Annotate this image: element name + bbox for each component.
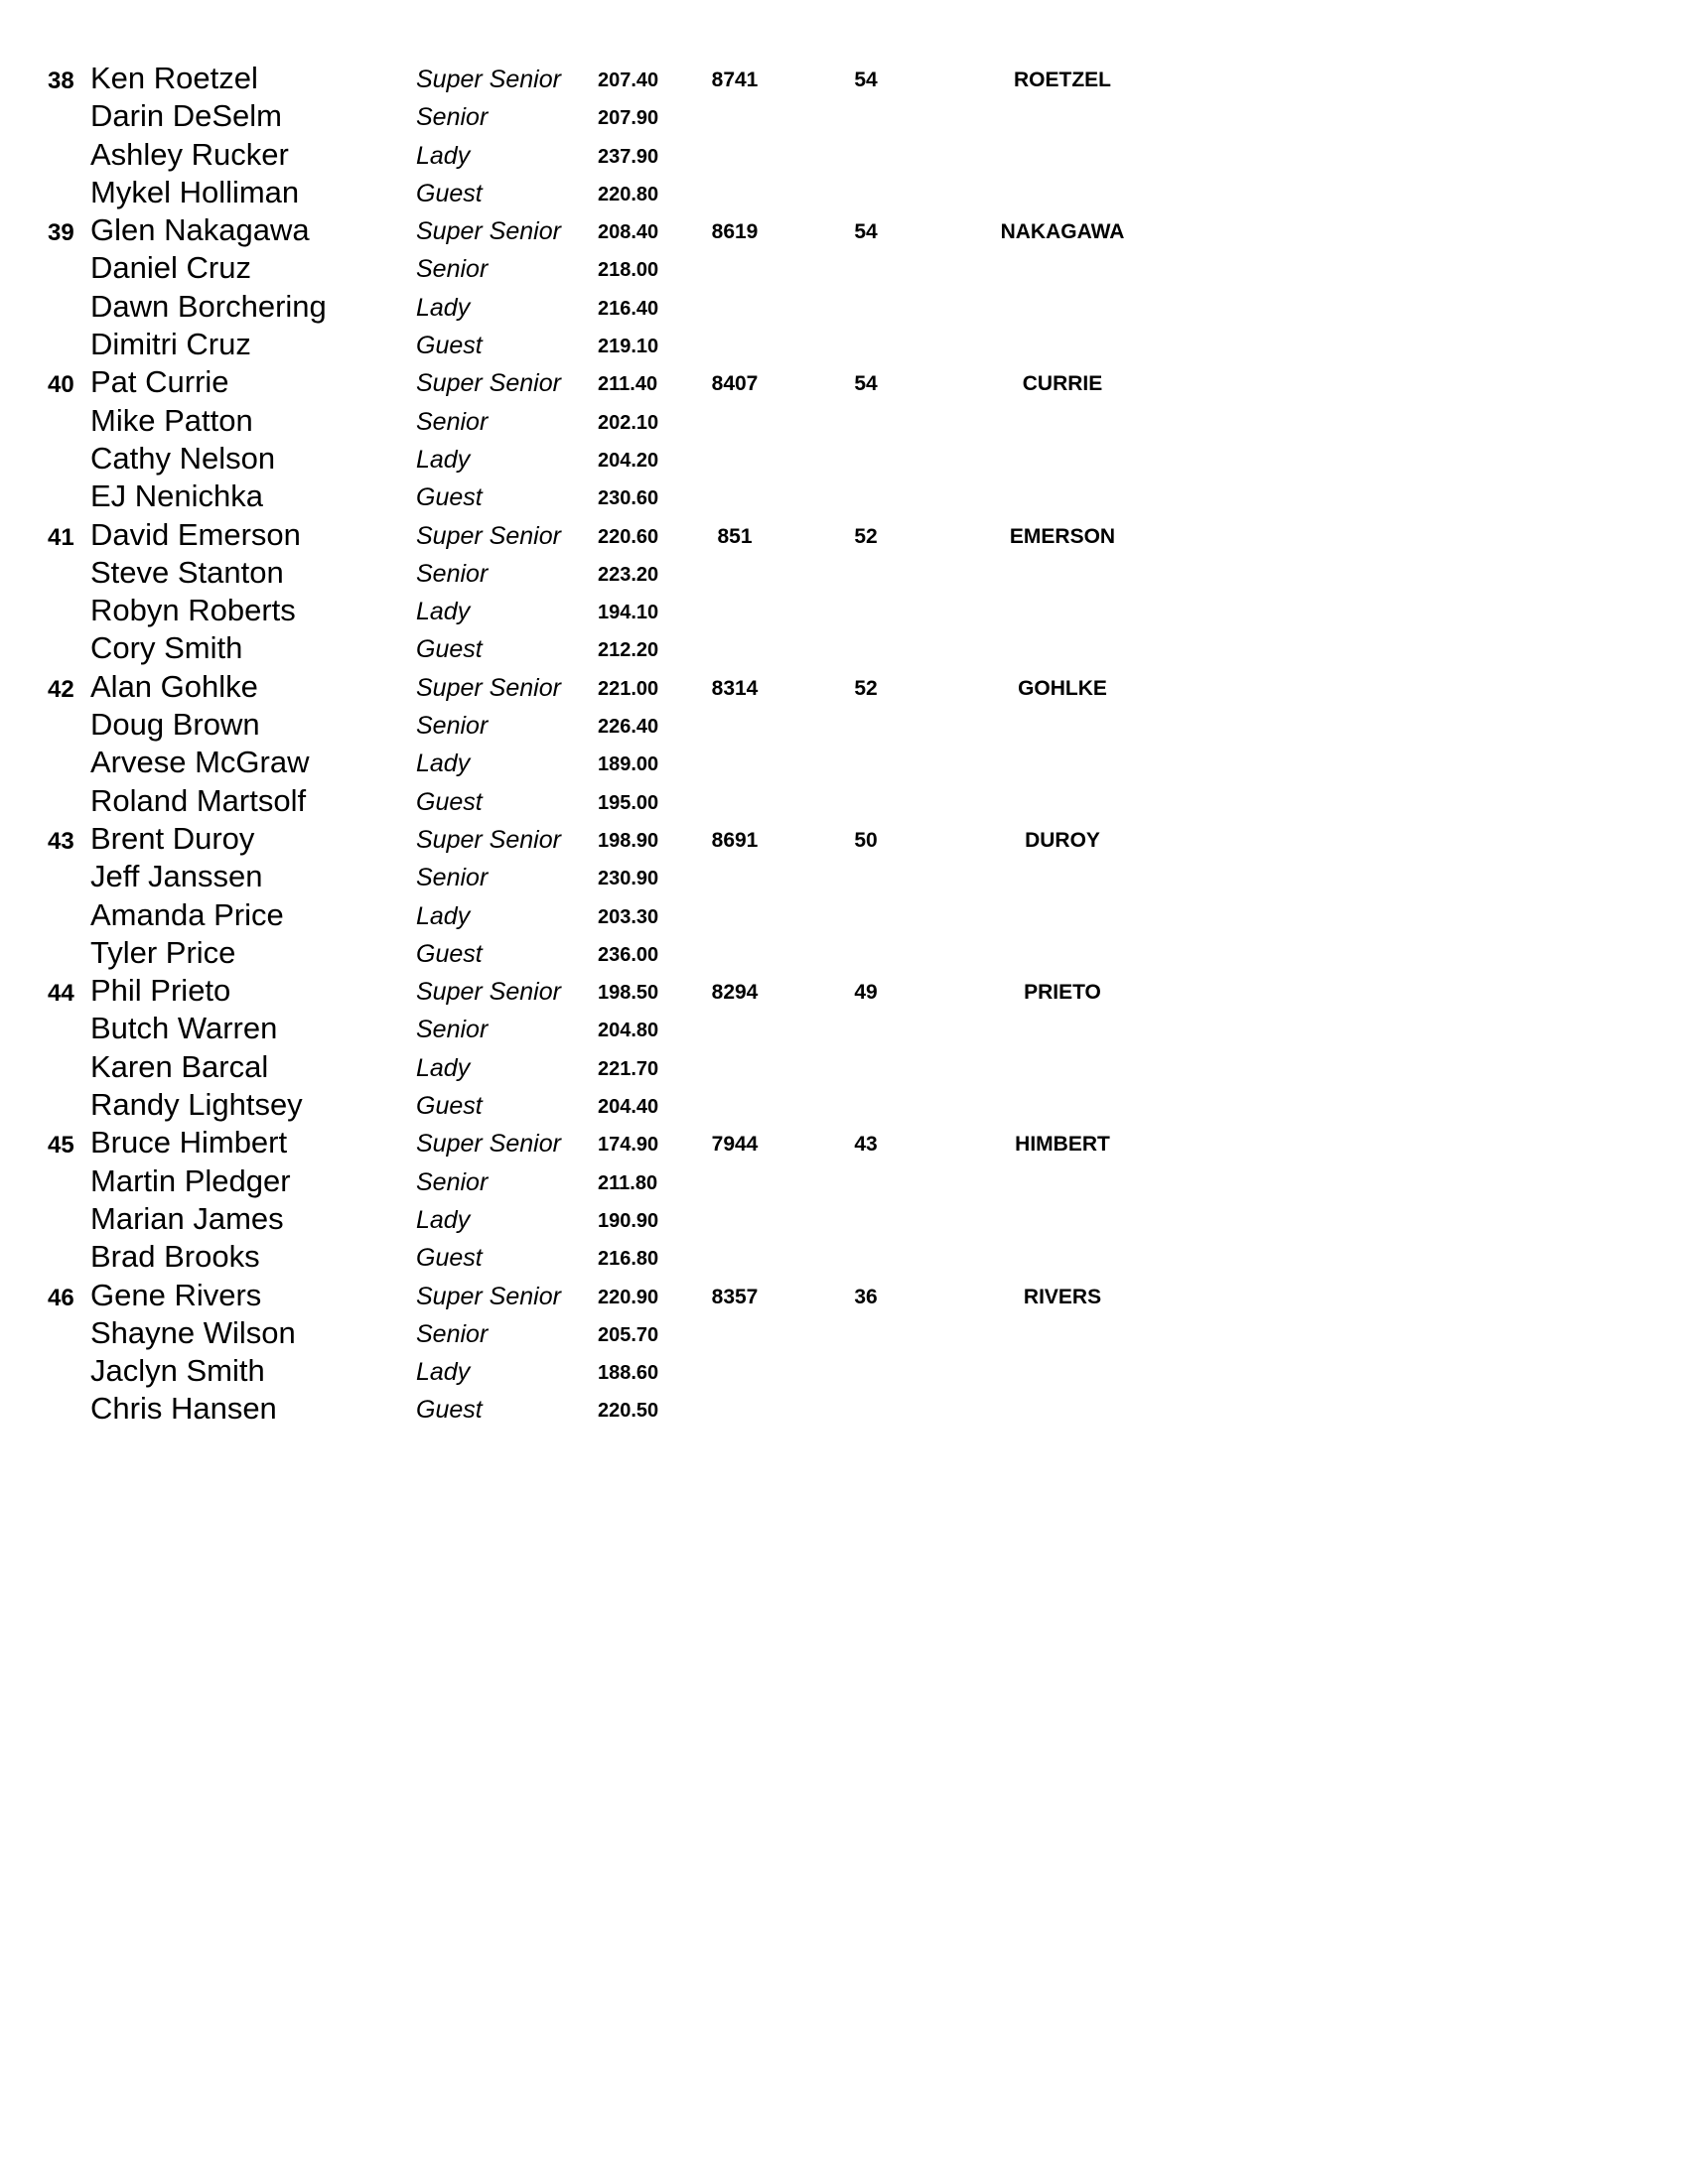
bowler-division: Super Senior	[416, 825, 561, 854]
team-points: 50	[854, 828, 878, 852]
bowler-average: 219.10	[598, 336, 659, 358]
team-points: 36	[854, 1285, 878, 1308]
team-member-row	[0, 135, 1688, 173]
bowler-average: 189.00	[598, 753, 659, 776]
team-header-row	[0, 59, 1688, 96]
team-block	[0, 819, 1688, 971]
bowler-division: Lady	[416, 445, 471, 474]
team-member-row	[0, 1199, 1688, 1237]
team-place: 40	[48, 371, 74, 399]
bowler-average: 198.50	[598, 982, 659, 1005]
team-member-row	[0, 933, 1688, 971]
bowler-average: 216.40	[598, 297, 659, 320]
bowler-division: Lady	[416, 293, 471, 322]
team-total-pins: 8357	[711, 1285, 759, 1308]
bowler-division: Guest	[416, 332, 483, 360]
team-place: 46	[48, 1284, 74, 1311]
bowler-name: Daniel Cruz	[90, 250, 251, 286]
bowler-name: Butch Warren	[90, 1011, 278, 1046]
team-member-row	[0, 287, 1688, 325]
bowler-division: Senior	[416, 1167, 489, 1196]
bowler-name: Mike Patton	[90, 402, 253, 438]
bowler-division: Guest	[416, 1396, 483, 1425]
bowler-name: Glen Nakagawa	[90, 212, 310, 248]
bowler-name: Martin Pledger	[90, 1162, 291, 1198]
bowler-name: Gene Rivers	[90, 1277, 262, 1312]
bowler-division: Senior	[416, 559, 489, 588]
team-block	[0, 362, 1688, 514]
bowler-name: Steve Stanton	[90, 554, 284, 590]
bowler-average: 198.90	[598, 829, 659, 852]
bowler-division: Senior	[416, 103, 489, 132]
bowler-division: Senior	[416, 712, 489, 741]
bowler-division: Senior	[416, 255, 489, 284]
bowler-division: Super Senior	[416, 978, 561, 1007]
bowler-division: Super Senior	[416, 521, 561, 550]
team-name: HIMBERT	[1015, 1133, 1110, 1157]
team-place: 39	[48, 219, 74, 247]
team-total-pins: 8619	[711, 220, 759, 244]
bowler-division: Super Senior	[416, 217, 561, 246]
bowler-division: Guest	[416, 1244, 483, 1273]
bowler-division: Senior	[416, 864, 489, 892]
bowler-name: Darin DeSelm	[90, 98, 282, 134]
bowler-average: 207.90	[598, 107, 659, 130]
bowler-name: Jaclyn Smith	[90, 1353, 265, 1389]
bowler-division: Super Senior	[416, 1130, 561, 1159]
team-member-row	[0, 1085, 1688, 1123]
bowler-name: Ashley Rucker	[90, 136, 289, 172]
team-name: PRIETO	[1024, 981, 1101, 1005]
team-member-row	[0, 1161, 1688, 1199]
team-points: 52	[854, 524, 878, 548]
bowler-name: Arvese McGraw	[90, 745, 310, 780]
bowler-name: Brent Duroy	[90, 820, 255, 856]
bowler-name: Ken Roetzel	[90, 61, 258, 95]
team-total-pins: 8407	[711, 372, 759, 396]
bowler-division: Lady	[416, 750, 471, 778]
bowler-average: 230.60	[598, 487, 659, 510]
bowler-division: Super Senior	[416, 1282, 561, 1310]
team-total-pins: 8314	[711, 676, 759, 700]
bowler-name: EJ Nenichka	[90, 478, 264, 514]
team-member-row	[0, 1009, 1688, 1046]
bowler-average: 223.20	[598, 563, 659, 586]
bowler-average: 220.90	[598, 1286, 659, 1308]
team-place: 38	[48, 68, 74, 94]
team-member-row	[0, 439, 1688, 477]
bowler-name: Phil Prieto	[90, 973, 231, 1009]
team-place: 44	[48, 980, 74, 1008]
team-total-pins: 7944	[711, 1133, 759, 1157]
bowler-division: Lady	[416, 1053, 471, 1082]
bowler-name: Roland Martsolf	[90, 782, 307, 818]
bowler-division: Guest	[416, 179, 483, 207]
bowler-division: Lady	[416, 901, 471, 930]
team-name: DUROY	[1025, 828, 1100, 852]
bowler-average: 203.30	[598, 905, 659, 928]
team-place: 41	[48, 523, 74, 551]
team-header-row	[0, 210, 1688, 248]
bowler-name: Chris Hansen	[90, 1391, 277, 1427]
bowler-division: Guest	[416, 483, 483, 512]
team-block	[0, 515, 1688, 667]
bowler-name: Cathy Nelson	[90, 440, 276, 476]
team-name: CURRIE	[1022, 372, 1103, 396]
team-member-row	[0, 628, 1688, 666]
bowler-average: 237.90	[598, 145, 659, 168]
team-points: 54	[854, 372, 878, 396]
bowler-average: 230.90	[598, 868, 659, 890]
bowler-division: Guest	[416, 787, 483, 816]
bowler-average: 208.40	[598, 221, 659, 244]
team-points: 49	[854, 981, 878, 1005]
team-header-row	[0, 667, 1688, 705]
team-block	[0, 210, 1688, 362]
team-block	[0, 667, 1688, 819]
bowler-average: 174.90	[598, 1134, 659, 1157]
bowler-average: 236.00	[598, 943, 659, 966]
bowler-division: Senior	[416, 407, 489, 436]
team-points: 52	[854, 676, 878, 700]
team-total-pins: 8741	[711, 68, 759, 91]
bowler-division: Guest	[416, 635, 483, 664]
team-name: EMERSON	[1009, 524, 1116, 548]
team-total-pins: 8294	[711, 981, 759, 1005]
team-header-row	[0, 1123, 1688, 1160]
team-member-row	[0, 1351, 1688, 1389]
bowler-name: Randy Lightsey	[90, 1087, 303, 1123]
team-header-row	[0, 819, 1688, 857]
team-place: 43	[48, 827, 74, 855]
bowler-name: Dawn Borchering	[90, 288, 327, 324]
team-total-pins: 851	[717, 524, 753, 548]
team-place: 42	[48, 675, 74, 703]
team-member-row	[0, 173, 1688, 210]
bowler-average: 211.80	[598, 1171, 658, 1194]
team-place: 45	[48, 1132, 74, 1160]
bowler-division: Lady	[416, 141, 471, 170]
bowler-average: 218.00	[598, 259, 659, 282]
team-member-row	[0, 743, 1688, 780]
bowler-name: David Emerson	[90, 516, 301, 552]
bowler-division: Super Senior	[416, 369, 561, 398]
bowler-average: 211.40	[598, 373, 658, 396]
bowler-average: 205.70	[598, 1323, 659, 1346]
team-block	[0, 971, 1688, 1123]
bowler-name: Brad Brooks	[90, 1239, 260, 1275]
bowler-name: Pat Currie	[90, 364, 229, 400]
team-member-row	[0, 857, 1688, 894]
team-member-row	[0, 1047, 1688, 1085]
team-block	[0, 1276, 1688, 1428]
bowler-name: Bruce Himbert	[90, 1125, 288, 1160]
bowler-division: Senior	[416, 1319, 489, 1348]
team-points: 54	[854, 220, 878, 244]
bowler-division: Guest	[416, 1092, 483, 1121]
bowler-name: Robyn Roberts	[90, 593, 296, 628]
bowler-name: Jeff Janssen	[90, 859, 263, 894]
bowler-division: Lady	[416, 598, 471, 626]
team-header-row	[0, 362, 1688, 400]
bowler-name: Dimitri Cruz	[90, 327, 251, 362]
team-header-row	[0, 1276, 1688, 1313]
bowler-division: Lady	[416, 1358, 471, 1387]
team-member-row	[0, 477, 1688, 514]
team-total-pins: 8691	[711, 828, 759, 852]
bowler-average: 212.20	[598, 639, 659, 662]
bowler-average: 220.80	[598, 183, 659, 205]
bowler-division: Senior	[416, 1016, 489, 1044]
team-member-row	[0, 591, 1688, 628]
bowler-name: Alan Gohlke	[90, 668, 258, 704]
team-points: 54	[854, 68, 878, 91]
team-member-row	[0, 553, 1688, 591]
team-block	[0, 59, 1688, 210]
team-member-row	[0, 325, 1688, 362]
bowler-average: 190.90	[598, 1209, 659, 1232]
bowler-division: Guest	[416, 939, 483, 968]
bowler-name: Karen Barcal	[90, 1048, 269, 1084]
bowler-division: Lady	[416, 1205, 471, 1234]
team-member-row	[0, 248, 1688, 286]
team-member-row	[0, 1389, 1688, 1427]
bowler-average: 204.80	[598, 1020, 659, 1042]
bowler-name: Mykel Holliman	[90, 174, 300, 209]
team-block	[0, 1123, 1688, 1275]
team-member-row	[0, 96, 1688, 134]
bowler-average: 221.00	[598, 677, 659, 700]
team-name: GOHLKE	[1018, 676, 1107, 700]
bowler-name: Shayne Wilson	[90, 1314, 296, 1350]
team-name: NAKAGAWA	[1000, 220, 1125, 244]
team-points: 43	[854, 1133, 878, 1157]
bowler-name: Doug Brown	[90, 707, 260, 743]
bowler-average: 202.10	[598, 411, 659, 434]
team-header-row	[0, 971, 1688, 1009]
bowler-division: Super Senior	[416, 66, 561, 93]
team-member-row	[0, 1237, 1688, 1275]
team-standings-list	[0, 59, 1688, 1428]
team-member-row	[0, 781, 1688, 819]
bowler-name: Marian James	[90, 1200, 284, 1236]
team-member-row	[0, 1313, 1688, 1351]
bowler-average: 194.10	[598, 602, 659, 624]
team-member-row	[0, 401, 1688, 439]
bowler-name: Amanda Price	[90, 896, 284, 932]
bowler-name: Tyler Price	[90, 934, 236, 970]
bowler-average: 216.80	[598, 1248, 659, 1271]
team-name: ROETZEL	[1014, 68, 1111, 91]
bowler-average: 221.70	[598, 1057, 659, 1080]
bowler-average: 220.50	[598, 1400, 659, 1423]
bowler-average: 207.40	[598, 69, 659, 91]
team-name: RIVERS	[1023, 1285, 1102, 1308]
team-header-row	[0, 515, 1688, 553]
bowler-average: 204.20	[598, 449, 659, 472]
bowler-average: 188.60	[598, 1362, 659, 1385]
team-member-row	[0, 705, 1688, 743]
bowler-average: 204.40	[598, 1096, 659, 1119]
bowler-division: Super Senior	[416, 673, 561, 702]
bowler-name: Cory Smith	[90, 630, 243, 666]
bowler-average: 195.00	[598, 791, 659, 814]
bowler-average: 220.60	[598, 525, 659, 548]
bowler-average: 226.40	[598, 716, 659, 739]
team-member-row	[0, 895, 1688, 933]
